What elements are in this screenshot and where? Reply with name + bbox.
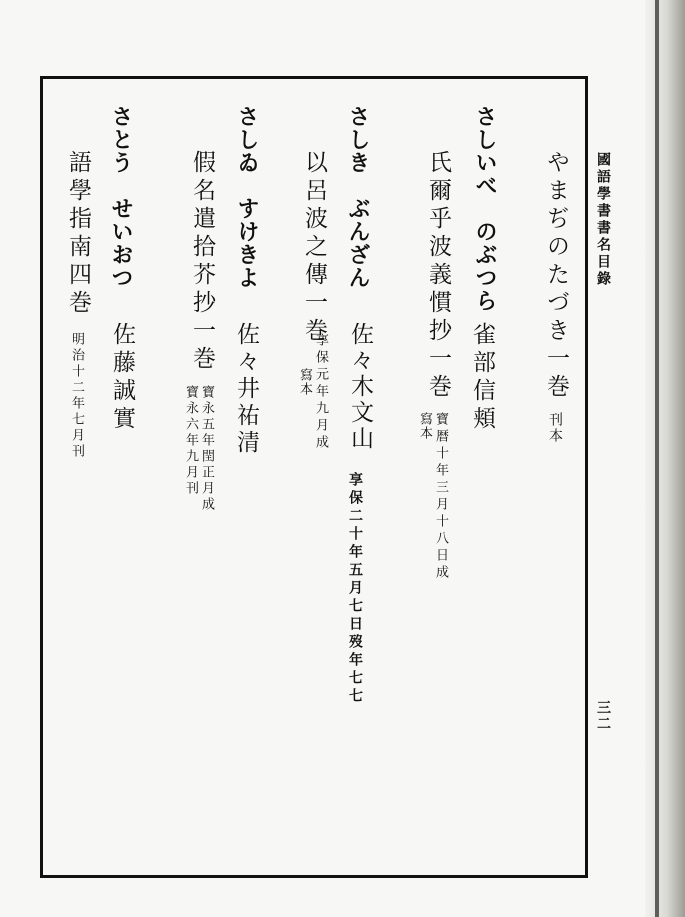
scan-edge: [645, 0, 685, 917]
entry-3-reading: さしき ぶんざん: [345, 105, 371, 289]
entry-4-date2: 寶永六年九月刊: [183, 385, 198, 497]
entry-4-title: 假名遣拾芥抄一巻: [189, 150, 215, 374]
entry-2-date: 寶暦十年三月十八日成: [433, 412, 448, 582]
entry-4-author: 佐々井祐清: [233, 322, 259, 457]
entry-2-reading: さしいべ のぶつら: [472, 105, 498, 312]
entry-3-title: 以呂波之傳一巻: [301, 150, 327, 346]
entry-5-reading: さとう せいおつ: [108, 105, 134, 289]
entry-3-date: 享保二十年五月七日歿年七七: [347, 472, 363, 706]
entry-1-pub: 刊本: [547, 412, 563, 444]
entry-4-reading: さしゐ すけきよ: [234, 105, 260, 289]
running-title: 國語學書書名目錄: [595, 152, 611, 288]
entry-3-form: 寫本: [297, 368, 312, 396]
entry-3-author: 佐々木文山: [347, 322, 373, 452]
entry-5-title: 語學指南四巻: [65, 150, 91, 318]
entry-5-date: 明治十二年七月刊: [69, 332, 84, 460]
page-number: 三二: [595, 700, 611, 732]
entry-5-author: 佐藤誠實: [109, 322, 135, 434]
entry-4-date: 寶永五年閏正月成: [199, 385, 214, 513]
scan-edge-line: [655, 0, 659, 917]
entry-3-date2: 享保元年九月成: [313, 333, 328, 452]
entry-1-title: やまぢのたづき一巻: [543, 150, 569, 402]
entry-2-form: 寫本: [417, 412, 432, 440]
entry-2-title: 氏爾乎波義慣抄一巻: [425, 150, 451, 402]
entry-2-author: 雀部信頬: [469, 322, 495, 434]
